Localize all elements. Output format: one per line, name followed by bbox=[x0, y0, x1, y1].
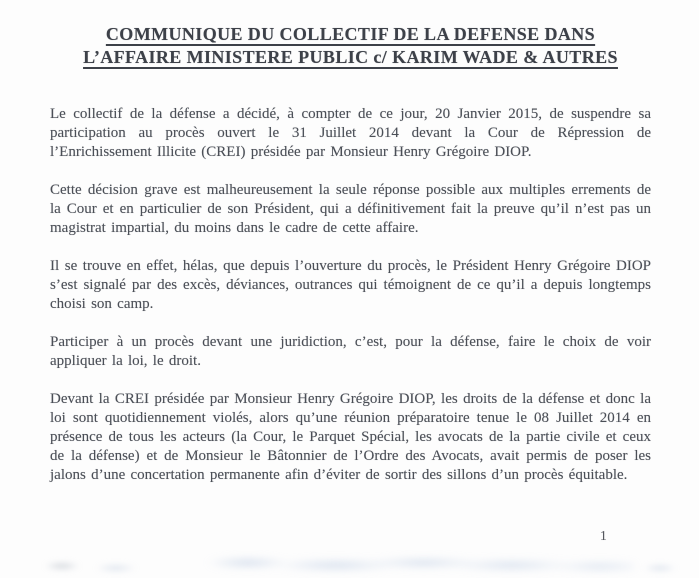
page-number: 1 bbox=[600, 528, 607, 543]
scan-artifact-left bbox=[38, 556, 158, 576]
paragraph-1: Le collectif de la défense a décidé, à compter de ce jour, 20 Janvier 2015, de suspendre sa participation au procès ouvert le 31 Juillet 2014 devant la Cour de Répression de l’Enrichissement Illicite (CREI) présidée par Monsieur Henry Grégoire DIOP. bbox=[50, 106, 651, 160]
paragraph-4: Participer à un procès devant une juridiction, c’est, pour la défense, faire le choix de voir appliquer la loi, le droit. bbox=[50, 334, 651, 369]
document-body bbox=[50, 105, 651, 485]
paragraph-5: Devant la CREI présidée par Monsieur Henry Grégoire DIOP, les droits de la défense et donc la loi sont quotidiennement violés, alors qu’une réunion préparatoire tenue le 08 Juillet 2014 en présence de tous les acteurs (la Cour, le Parquet Spécial, les avocats de la partie civile et ceux de la défense) et de Monsieur le Bâtonnier de l’Ordre des Avocats, avait permis de poser les jalons d’une concertation permanente afin d’éviter de sortir des sillons d’un procès équitable. bbox=[50, 391, 651, 483]
title-line-1: COMMUNIQUE DU COLLECTIF DE LA DEFENSE DANS bbox=[105, 24, 596, 44]
scan-artifact-right bbox=[630, 560, 690, 576]
document-title bbox=[50, 23, 651, 69]
document-content bbox=[50, 23, 651, 504]
title-line-2: L’AFFAIRE MINISTERE PUBLIC c/ KARIM WADE & AUTRES bbox=[83, 47, 618, 67]
paragraph-3: Il se trouve en effet, hélas, que depuis l’ouverture du procès, le Président Henry Grégoire DIOP s’est signalé par des excès, déviances, outrances qui témoignent de ce qu’il a depuis longtemps choisi son camp. bbox=[50, 258, 651, 312]
bleed-through-artifact bbox=[195, 552, 635, 576]
paragraph-2: Cette décision grave est malheureusement la seule réponse possible aux multiples errements de la Cour et en particulier de son Président, qui a définitivement fait la preuve qu’il n’est pas un magistrat impartial, du moins dans le cadre de cette affaire. bbox=[50, 182, 651, 236]
